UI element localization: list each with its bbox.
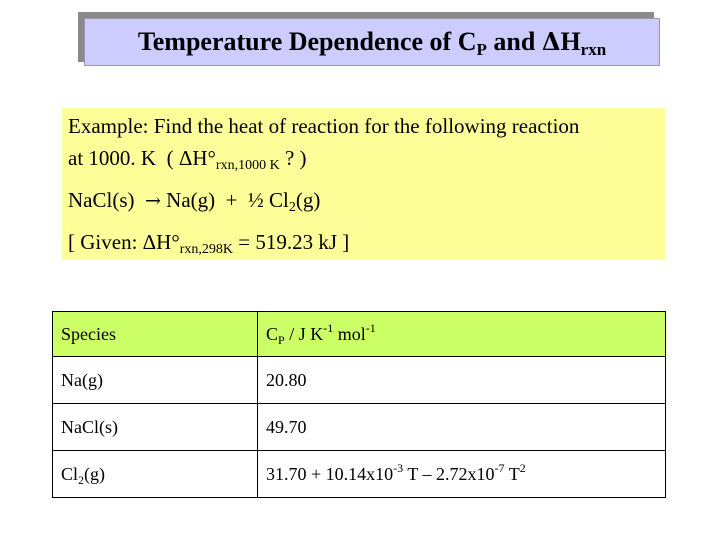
- cp-exp2: -7: [494, 460, 505, 475]
- reaction-arrow-icon: →: [145, 190, 161, 212]
- cp-subscript: P: [278, 332, 285, 347]
- cp-exp1: -1: [323, 320, 334, 335]
- example-delta-h: ΔH°: [178, 146, 216, 170]
- title-box: [84, 18, 660, 66]
- example-line-1: Example: Find the heat of reaction for the following reaction: [68, 114, 580, 138]
- example-line2-subscript: rxn,1000 K: [215, 158, 280, 173]
- title-h: H: [560, 27, 581, 56]
- reaction-equation: [68, 188, 320, 216]
- cp-cell: 20.80: [258, 357, 666, 404]
- example-line-2: [68, 146, 307, 174]
- title-delta-symbol: Δ: [541, 27, 561, 56]
- cp-term-b: T – 2.72x10: [403, 463, 495, 484]
- given-subscript: rxn,298K: [179, 242, 234, 257]
- species-cell: NaCl(s): [53, 404, 258, 451]
- table-row: [53, 357, 666, 404]
- given-prefix: [ Given:: [68, 230, 143, 254]
- example-line2-prefix: at 1000. K (: [68, 146, 179, 170]
- example-box: [62, 108, 665, 260]
- species-cell: [53, 451, 258, 498]
- given-line: [68, 230, 349, 258]
- heat-capacity-table: [52, 311, 666, 498]
- cl2-phase: (g): [84, 463, 106, 484]
- table-row: [53, 404, 666, 451]
- products: Na(g) + ½ Cl: [160, 188, 289, 212]
- page-title: [85, 27, 659, 60]
- species-cell: Na(g): [53, 357, 258, 404]
- cp-term-a: 31.70 + 10.14x10: [266, 463, 394, 484]
- cl2-subscript: 2: [288, 200, 296, 215]
- title-and: and: [486, 27, 542, 56]
- cp-exp1: -3: [393, 460, 404, 475]
- cp-cell: 49.70: [258, 404, 666, 451]
- cp-unit: / J K: [284, 323, 324, 344]
- cp-exp3: 2: [519, 460, 526, 475]
- cp-cell: [258, 451, 666, 498]
- given-value: = 519.23 kJ ]: [233, 230, 350, 254]
- cp-c: C: [266, 323, 279, 344]
- cp-term-c: T: [504, 463, 520, 484]
- table-row: [53, 451, 666, 498]
- header-cp: [258, 312, 666, 357]
- title-cp-subscript: P: [476, 40, 487, 59]
- title-rxn-subscript: rxn: [580, 40, 607, 59]
- given-delta-h: ΔH°: [142, 230, 180, 254]
- header-species: Species: [53, 312, 258, 357]
- cp-mol: mol: [333, 323, 366, 344]
- cp-exp2: -1: [365, 320, 376, 335]
- cl2-symbol: Cl: [61, 463, 79, 484]
- cl2-subscript: 2: [78, 472, 85, 487]
- example-line2-suffix: ? ): [279, 146, 307, 170]
- title-main: Temperature Dependence of C: [137, 27, 477, 56]
- products-end: (g): [295, 188, 321, 212]
- reactant: NaCl(s): [68, 188, 145, 212]
- table-header-row: [53, 312, 666, 357]
